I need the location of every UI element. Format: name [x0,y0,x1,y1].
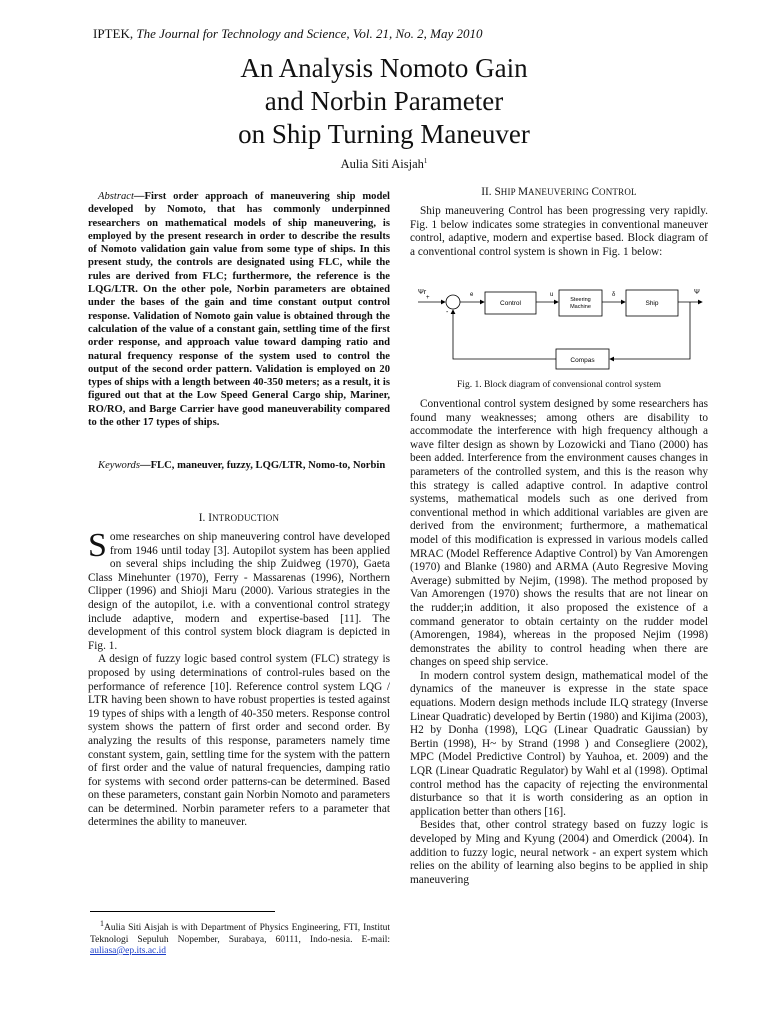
introduction-body [88,527,390,830]
intro-paragraph-1: Some researches on ship maneuvering control have developed from 1946 until today [3]. Autopilot system has been applied on several ships including the ship Zuidweg (1970), Gaeta Class Minehunter (1970), Ferry - Massarenas (1996), Northern Clipper (1996) and Shioji Maru (2000). Various strategies in the design of the autopilot, i.e. with a conventional control strategy include adaptive, modern and expertise-based [11]. The development of this control system block diagram is depicted in Fig. 1. [88,527,390,652]
journal-header: IPTEK, The Journal for Technology and Science, Vol. 21, No. 2, May 2010 [93,26,483,41]
steering-block-label-2: Machine [570,304,591,310]
abstract-text: First order approach of maneuvering ship model developed by Nomoto, that has commonly underpinned researchers on mathematical models of ship maneuvering, is employed by the present research in order to describe the results of Nomoto validation gain value from some type of ships. In this present study, the controls are designated using FLC, while the rules are derived from FLC; furthermore, the reference is the LQG/LTR. On the other pole, Norbin parameters are obtained under the bases of the gain and time constant output control response. Validation of Nomoto gain value is obtained through the calculation of the value of a constant gain, settling time of the first order response, and approach value toward damping ratio and natural frequency response of the system used to control the output of the second order pattern. Validation is employed on 20 types of ships with a length between 40-350 meters; as a result, it is figured out that at the Low Speed General Cargo ship, Mariner, RO/RO, and Barge Carrier have good maneuverability compared to the other 17 types of ships. [88,191,390,429]
output-heading-label: Ψ [694,289,700,296]
minus-sign: - [446,309,449,316]
footnote-divider [90,911,275,912]
section2-paragraph-3: In modern control system design, mathematical model of the dynamics of the maneuver is expresse in the state space equations. Modern design methods include ILQ strategy (Inverse Linear Quadratic) developed by Bertin (1980) and Kijima (2003), H2 by Donha (1998), LQG (Linear Quadratic Gaussian) by Bertin (1998), H~ by Strand (1998 ) and Consegliere (2002), MPC (Model Predictive Control) by Yauhoa, et. 2009) and the LQR (Linear Quadratic Regulator) by Wahl et al (1998). Optimal control method has the capacity of rejecting the environmental disturbance so that it is worth considering as an option in application better than others [16]. [410,669,708,818]
keywords-text: FLC, maneuver, fuzzy, LQG/LTR, Nomo-to, Norbin [150,460,386,471]
compas-block-label: Compas [570,357,595,364]
plus-sign: + [426,295,430,301]
section2-paragraph-4: Besides that, other control strategy based on fuzzy logic is developed by Ming and Kyung (2004) and Omerdick (2004). In addition to fuzzy logic, neural network - an expert system which relies on the ability of learning also begins to be applied in ship maneuvering [410,819,708,886]
keywords-label: Keywords [98,460,140,471]
journal-name: The Journal for Technology and Science, Vol. 21, No. 2, May 2010 [136,26,483,41]
figure-1-caption: Fig. 1. Block diagram of convensional control system [457,380,661,390]
section-heading-introduction: I. INTRODUCTION [198,512,280,524]
reference-heading-label: Ψr [418,289,427,296]
paper-title: An Analysis Nomoto Gain and Norbin Parameter on Ship Turning Maneuver [238,53,530,149]
abstract-label: Abstract [98,191,134,202]
keywords: Keywords—FLC, maneuver, fuzzy, LQG/LTR, Nomo-to, Norbin [98,460,386,471]
author-email-link[interactable]: auliasa@ep.its.ac.id [90,945,167,956]
intro-paragraph-2: A design of fuzzy logic based control system (FLC) strategy is proposed by using determinations of control-rules based on the performance of reference [10]. Reference control system LQG / LTR having been shown to have robust properties is tested against 19 types of ships with a length of 40-350 meters. Response control system shows the pattern of first order and second order. By analyzing the results of this response, parameters namely time constant system, gain, settling time for the system with the pattern of first order and the value of natural frequencies, damping ratio for systems with second order patterns-can be determined. Based on these parameters, constant gain Norbin Nomoto and parameters can be determined. Norbin parameter refers to a parameter that determines the ability to maneuver. [88,653,390,829]
summing-junction [446,295,460,309]
block-diagram-figure [410,282,708,378]
rudder-angle-label: δ [612,292,616,298]
dropcap-letter: S [88,527,107,564]
error-label: e [470,292,474,298]
abstract: Abstract—First order approach of maneuvering ship model developed by Nomoto, that has commonly underpinned researchers on mathematical models of ship maneuvering, is employed by the present research in order to describe the results of Nomoto validation gain value from some type of ships. In this present study, the controls are designated using FLC, while the rules are derived from FLC; furthermore, the reference is the LQG/LTR. On the other pole, Norbin parameters are obtained under the bases of the gain and time constant output control response. Validation of Nomoto gain value is obtained through the calculation of the value of a constant gain, settling time of the first order response, and approach value toward damping ratio and natural frequency response of the system used to control the output of the second order pattern. Validation is employed on 20 types of ships with a length between 40-350 meters; as a result, it is figured out that at the Low Speed General Cargo ship, Mariner, RO/RO, and Barge Carrier have good maneuverability compared to the other 17 types of ships. [88,191,390,429]
ship-block-label: Ship [645,300,659,307]
section2-paragraph-2: Conventional control system designed by some researchers has found many weaknesses; among others are disability to accommodate the interference with high frequency although a wave filter design as shown by Lozowicki and Tiano (2000) has been added. Interference from the environment causes changes in parameters of the controlled system, and this is the reason why this strategy is called adaptive control. In adaptive control systems, mathematical models such as one derived from conventional method in which additional variables are given are derived from the environment; furthermore, a mathematical model of this modification is expressed in various models called MRAC (Model Refference Adaptive Control) by Van Amorengen (1970) and Blanke (1980) and ARMA (Auto Regresive Moving Average) submitted by Nejim, (1998). The method proposed by Van Amorengen (1970) shows the results that are not linear on the rudder;in addition, it also proposed the existence of a command generator to obtain certainty on the rudder model (Amorengen, 1984), whereas in the proposed Nejim (1998) demonstrates the ability to control heading when there are changes on speed ship service. [410,398,708,669]
section2-paragraph-1: Ship maneuvering Control has been progressing very rapidly. Fig. 1 below indicates some strategies in conventional maneuver control, adaptive, modern and expertise based. Block diagram of a conventional control system is shown in Fig. 1 below: [410,205,708,258]
footnote: $^1$Aulia Siti Aisjah is with Department of Physics Engineering, FTI, Institut Teknologi Sepuluh Nopember, Surabaya, 60111, Indo-nesia. E-mail: auliasa@ep.its.ac.id [90,919,390,956]
section-heading-ship-maneuvering-control: II. SHIP MANEUVERING CONTROL [481,186,637,198]
author-footnote-mark: 1 [423,157,428,165]
steering-block-label-1: Steering [570,297,591,303]
control-signal-label: u [550,292,554,298]
control-block-label: Control [500,300,521,307]
steering-machine-block [559,290,602,316]
author-line [120,157,648,172]
section2-body [410,398,708,887]
author-name: Aulia Siti Aisjah [340,157,424,172]
feedback-line-out [453,310,556,359]
